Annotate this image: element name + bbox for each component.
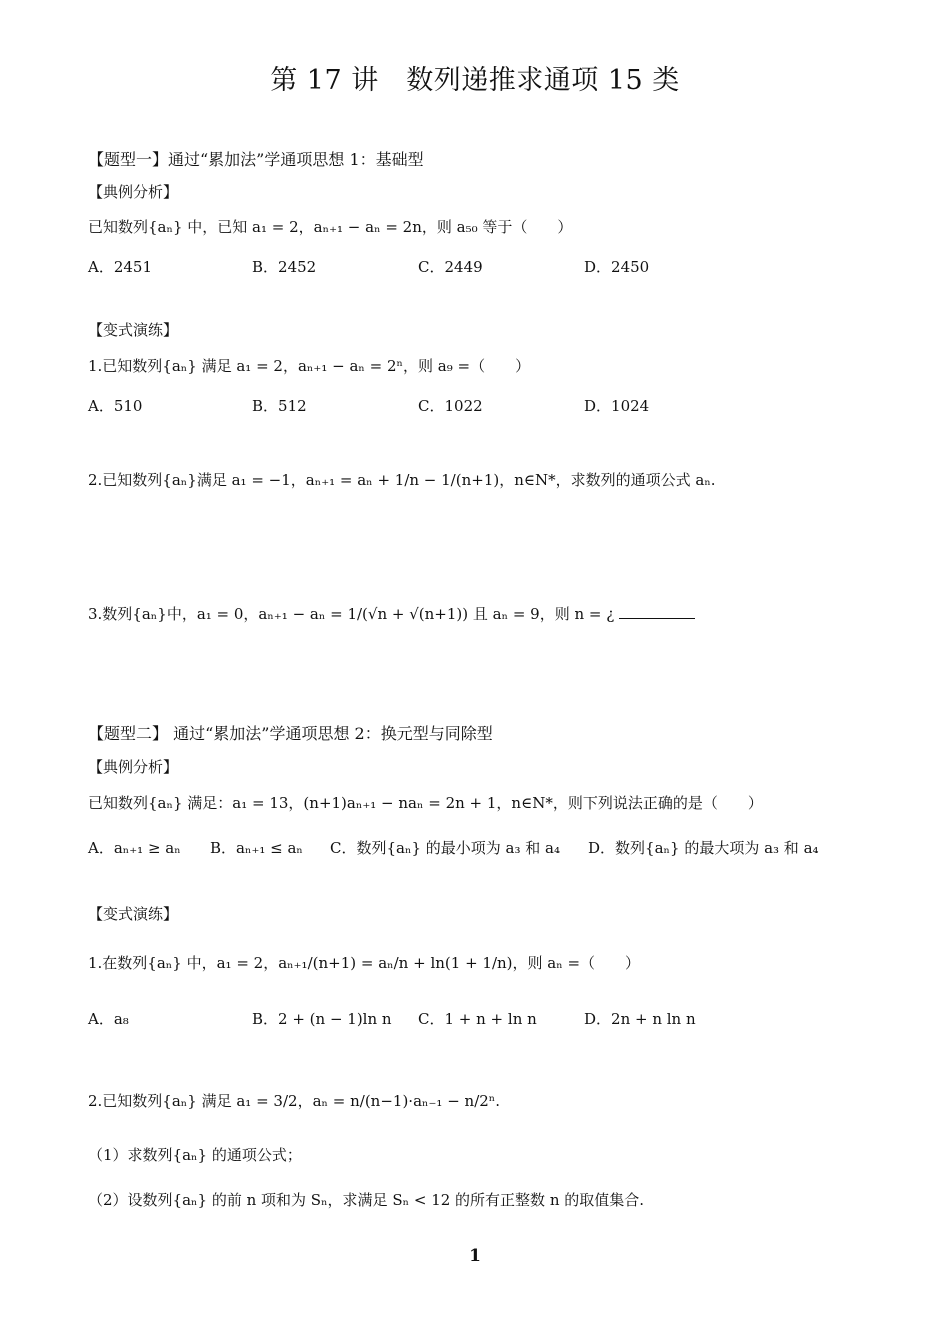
page-number: 1	[469, 1246, 481, 1266]
option-c: C．数列{aₙ} 的最小项为 a₃ 和 a₄	[330, 839, 560, 857]
practice-label-type2: 【变式演练】	[88, 905, 179, 923]
option-d: D．2n + n ln n	[584, 1010, 696, 1028]
option-a: A．510	[88, 397, 143, 415]
option-a: A．a₈	[88, 1010, 129, 1028]
option-d: D．2450	[584, 258, 650, 276]
option-b: B．2452	[252, 258, 317, 276]
option-b: B．aₙ₊₁ ≤ aₙ	[210, 839, 303, 857]
option-d: D．1024	[584, 397, 650, 415]
option-a: A．2451	[88, 258, 153, 276]
subquestion-1: （1）求数列{aₙ} 的通项公式；	[88, 1146, 302, 1164]
example-question-type1: 已知数列{aₙ} 中，已知 a₁ = 2，aₙ₊₁ − aₙ = 2n，则 a₅₀ 等于（ ）	[88, 218, 573, 236]
section-heading-type1: 【题型一】通过“累加法”学通项思想 1：基础型	[88, 150, 424, 169]
practice-question-1: 1.在数列{aₙ} 中，a₁ = 2，aₙ₊₁/(n+1) = aₙ/n + ln(1 + 1/n)，则 aₙ =（ ）	[88, 954, 641, 972]
example-question-type2: 已知数列{aₙ} 满足：a₁ = 13，(n+1)aₙ₊₁ − naₙ = 2n + 1，n∈N*，则下列说法正确的是（ ）	[88, 794, 763, 812]
option-d: D．数列{aₙ} 的最大项为 a₃ 和 a₄	[588, 839, 819, 857]
option-c: C．1 + n + ln n	[418, 1010, 537, 1028]
practice-question-3	[88, 603, 695, 624]
option-a: A．aₙ₊₁ ≥ aₙ	[88, 839, 181, 857]
option-b: B．512	[252, 397, 307, 415]
page-title: 第 17 讲 数列递推求通项 15 类	[270, 65, 680, 96]
option-b: B．2 + (n − 1)ln n	[252, 1010, 392, 1028]
practice-label-type1: 【变式演练】	[88, 321, 179, 339]
subquestion-2: （2）设数列{aₙ} 的前 n 项和为 Sₙ，求满足 Sₙ < 12 的所有正整数 n 的取值集合.	[88, 1191, 645, 1209]
option-c: C．2449	[418, 258, 483, 276]
practice-question-2: 2.已知数列{aₙ}满足 a₁ = −1，aₙ₊₁ = aₙ + 1/n − 1/(n+1)，n∈N*，求数列的通项公式 aₙ.	[88, 471, 716, 489]
answer-blank	[619, 604, 695, 619]
example-label-type1: 【典例分析】	[88, 183, 179, 201]
section-heading-type2: 【题型二】 通过“累加法”学通项思想 2：换元型与同除型	[88, 724, 493, 743]
question-text: 3.数列{aₙ}中，a₁ = 0，aₙ₊₁ − aₙ = 1/(√n + √(n+1)) 且 aₙ = 9，则 n = ¿	[88, 605, 615, 623]
example-label-type2: 【典例分析】	[88, 758, 179, 776]
practice-question-2: 2.已知数列{aₙ} 满足 a₁ = 3/2，aₙ = n/(n−1)·aₙ₋₁ − n/2ⁿ.	[88, 1092, 501, 1110]
practice-question-1: 1.已知数列{aₙ} 满足 a₁ = 2，aₙ₊₁ − aₙ = 2ⁿ，则 a₉ =（ ）	[88, 357, 531, 375]
option-c: C．1022	[418, 397, 483, 415]
